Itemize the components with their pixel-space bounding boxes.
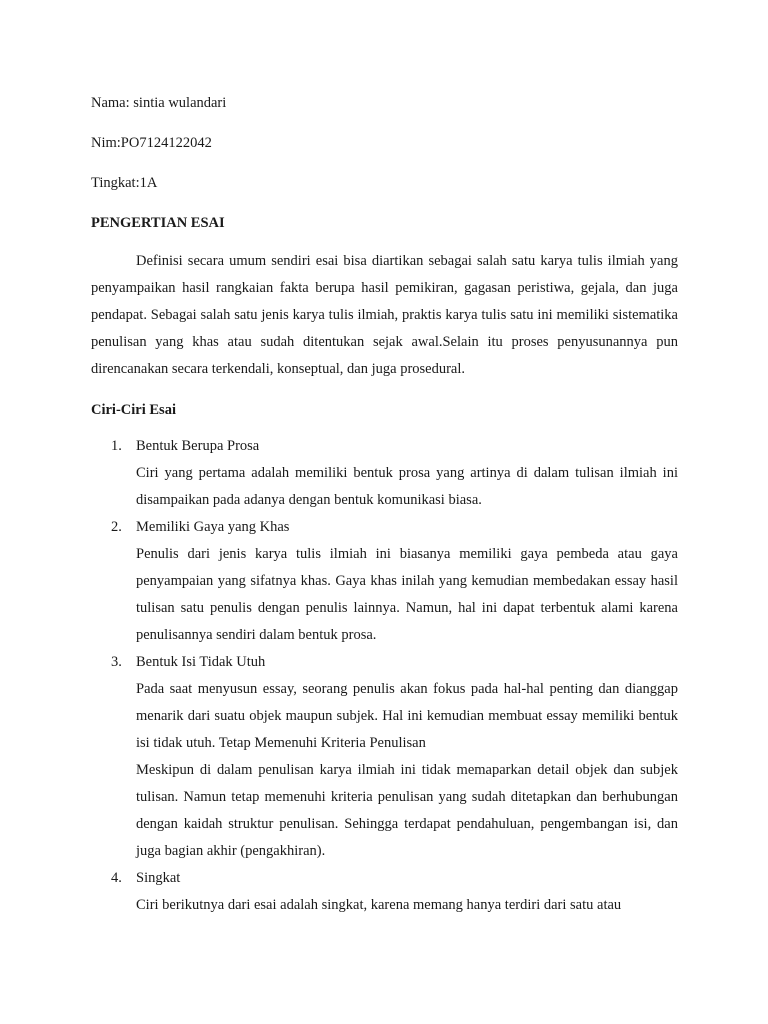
list-item-title: Memiliki Gaya yang Khas xyxy=(136,519,290,535)
list-item-body-continued: Meskipun di dalam penulisan karya ilmiah ini tidak memaparkan detail objek dan subjek tulisan. Namun tetap memenuhi kriteria penulisan yang sudah ditetapkan dan berhubungan dengan kaidah struktur penulisan. Sehingga terdapat pendahuluan, pengembangan isi, dan juga bagian akhir (pengakhiran). xyxy=(136,762,678,859)
list-item-body: Pada saat menyusun essay, seorang penulis akan fokus pada hal-hal penting dan dianggap menarik dari suatu objek maupun subjek. Hal ini kemudian membuat essay memiliki bentuk isi tidak utuh. Tetap Memenuhi Kriteria Penulisan xyxy=(136,681,678,751)
student-level: Tingkat:1A xyxy=(91,175,158,191)
student-name: Nama: sintia wulandari xyxy=(91,95,227,111)
list-item-number: 3. xyxy=(111,654,122,670)
list-item xyxy=(91,433,678,514)
list-item-title: Bentuk Berupa Prosa xyxy=(136,438,260,454)
list-item-body: Ciri yang pertama adalah memiliki bentuk prosa yang artinya di dalam tulisan ilmiah ini disampaikan pada adanya dengan bentuk komunikasi biasa. xyxy=(136,465,678,508)
student-nim: Nim:PO7124122042 xyxy=(91,135,212,151)
list-item-number: 1. xyxy=(111,438,122,454)
list-item-title: Bentuk Isi Tidak Utuh xyxy=(136,654,266,670)
list-item-body: Ciri berikutnya dari esai adalah singkat, karena memang hanya terdiri dari satu atau xyxy=(136,897,622,913)
list-item-title: Singkat xyxy=(136,870,181,886)
list-item-body: Penulis dari jenis karya tulis ilmiah ini biasanya memiliki gaya pembeda atau gaya penyampaian yang sifatnya khas. Gaya khas inilah yang kemudian membedakan essay hasil tulisan satu penulis dengan penulis lainnya. Namun, hal ini dapat terbentuk alami karena penulisannya sendiri dalam bentuk prosa. xyxy=(136,546,678,643)
intro-paragraph: Definisi secara umum sendiri esai bisa diartikan sebagai salah satu karya tulis ilmiah yang penyampaikan hasil rangkaian fakta berupa hasil pemikiran, gagasan peristiwa, gejala, dan juga pendapat. Sebagai salah satu jenis karya tulis ilmiah, praktis karya tulis satu ini memiliki sistematika penulisan yang khas atau sudah ditentukan sejak awal.Selain itu proses penyusunannya pun direncanakan secara terkendali, konseptual, dan juga prosedural. xyxy=(91,253,678,377)
characteristics-list xyxy=(91,433,678,919)
section-title: Ciri-Ciri Esai xyxy=(91,402,176,418)
document-title: PENGERTIAN ESAI xyxy=(91,215,225,231)
list-item-number: 2. xyxy=(111,519,122,535)
list-item-number: 4. xyxy=(111,870,122,886)
list-item xyxy=(91,649,678,865)
list-item xyxy=(91,514,678,649)
list-item xyxy=(91,865,678,919)
